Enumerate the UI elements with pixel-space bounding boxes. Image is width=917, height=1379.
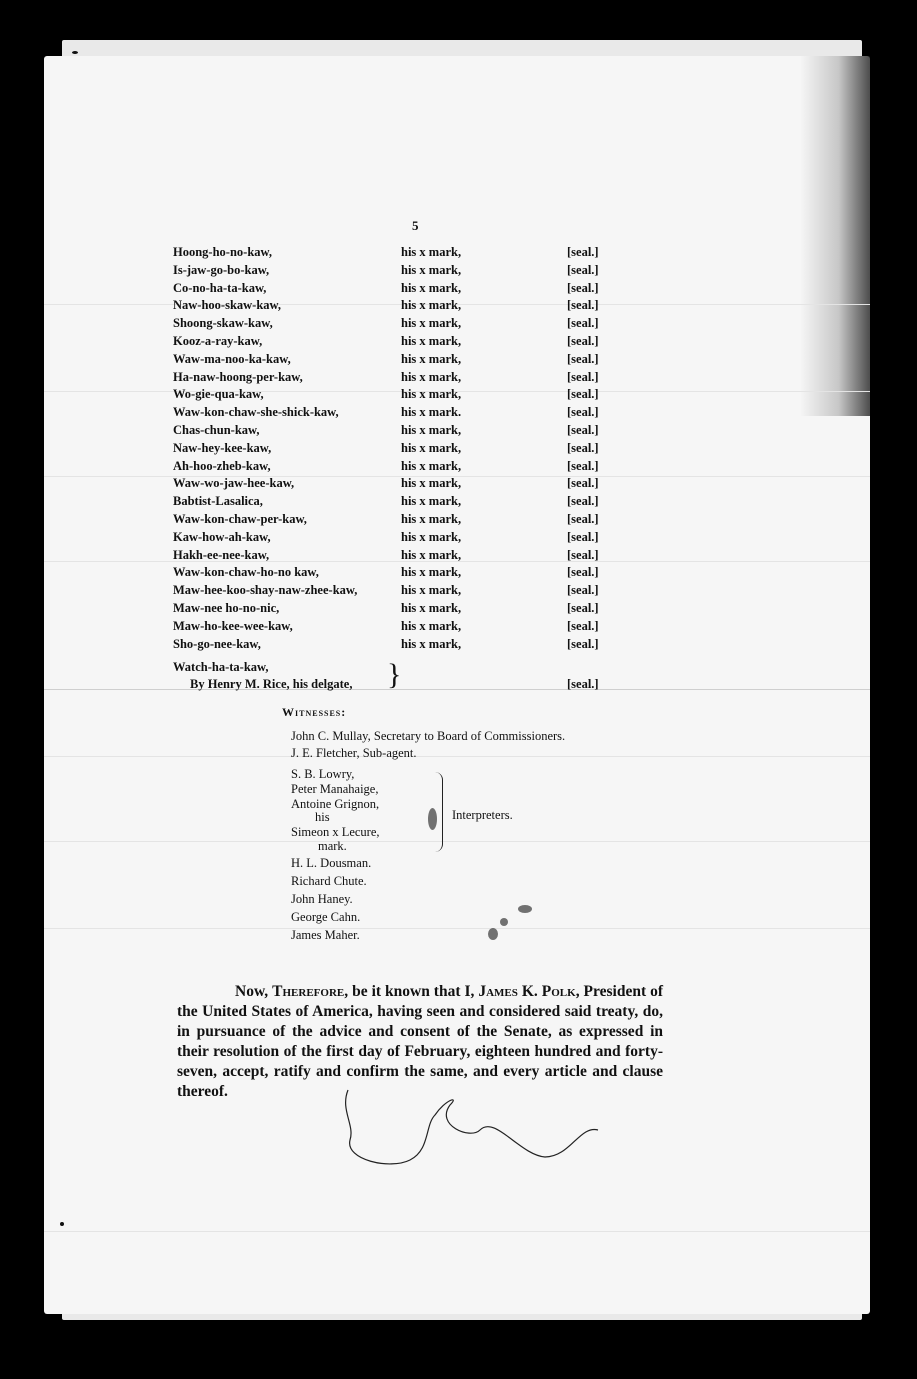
signatory-mark: his x mark, <box>401 636 462 651</box>
signature-row <box>173 459 623 477</box>
signatory-name: Maw-hee-koo-shay-naw-zhee-kaw, <box>173 583 358 598</box>
signature-row <box>173 512 623 530</box>
signatory-mark: his x mark, <box>401 565 462 580</box>
seal-label: [seal.] <box>567 677 599 691</box>
signatory-name: Ha-naw-hoong-per-kaw, <box>173 369 303 384</box>
signature-row <box>173 637 623 655</box>
witness-other: H. L. Dousman. <box>291 856 372 870</box>
witnesses-heading-text: Witnesses: <box>282 705 347 719</box>
signatory-mark: his x mark, <box>401 351 462 366</box>
signatory-mark: his x mark, <box>401 316 462 331</box>
signature-row <box>173 441 623 459</box>
seal-label: [seal.] <box>567 387 599 402</box>
ink-blot <box>428 808 437 830</box>
seal-label: [seal.] <box>567 351 599 366</box>
seal-label: [seal.] <box>567 636 599 651</box>
signatory-mark: his x mark, <box>401 280 462 295</box>
seal-label: [seal.] <box>567 565 599 580</box>
signatory-name: Hakh-ee-nee-kaw, <box>173 547 270 562</box>
seal-label: [seal.] <box>567 512 599 526</box>
witness-mark: mark. <box>318 839 347 853</box>
edge-stain <box>800 56 870 416</box>
signatory-name: Sho-go-nee-kaw, <box>173 636 261 651</box>
signature-row <box>173 405 623 423</box>
signature-row <box>173 334 623 352</box>
witnesses-heading <box>282 705 346 720</box>
seal-label: [seal.] <box>567 440 599 455</box>
speck <box>72 51 78 54</box>
signatory-name: Kaw-how-ah-kaw, <box>173 529 271 544</box>
signature-row <box>173 281 623 299</box>
seal-label: [seal.] <box>567 458 599 473</box>
signatory-name: Maw-ho-kee-wee-kaw, <box>173 618 293 633</box>
interpreters-label: Interpreters. <box>452 808 513 822</box>
seal-label: [seal.] <box>567 280 599 295</box>
brace-mark: } <box>387 658 402 691</box>
signature-row <box>173 601 623 619</box>
signatory-mark: his x mark, <box>401 601 462 615</box>
signature-row <box>173 476 623 494</box>
pen-scribble <box>330 1085 605 1170</box>
seal-label: [seal.] <box>567 583 599 598</box>
signatory-mark: his x mark, <box>401 458 462 473</box>
signatory-name: Is-jaw-go-bo-kaw, <box>173 262 270 277</box>
seal-label: [seal.] <box>567 369 599 384</box>
seal-label: [seal.] <box>567 334 599 348</box>
signatory-name: Hoong-ho-no-kaw, <box>173 245 272 259</box>
delegate-line: By Henry M. Rice, his delgate, <box>190 677 353 691</box>
witness-interpreter: Peter Manahaige, <box>291 782 379 796</box>
signature-row <box>173 298 623 316</box>
seal-label: [seal.] <box>567 423 599 437</box>
page-number: 5 <box>412 218 419 233</box>
proclamation-now: Now, <box>235 983 269 1000</box>
witness-interpreter: S. B. Lowry, <box>291 767 355 781</box>
signature-row <box>173 370 623 388</box>
signatory-name: Naw-hey-kee-kaw, <box>173 440 272 455</box>
witness-interpreter: Antoine Grignon, <box>291 797 380 811</box>
seal-label: [seal.] <box>567 618 599 633</box>
witness-interpreter: Simeon x Lecure, <box>291 825 380 839</box>
signature-row <box>173 263 623 281</box>
signature-row <box>173 387 623 405</box>
proclamation-therefore: Therefore <box>272 983 345 1000</box>
signatory-mark: his x mark, <box>401 618 462 633</box>
president-name: James K. Polk <box>478 983 576 1000</box>
seal-label: [seal.] <box>567 476 599 491</box>
signature-row <box>173 352 623 370</box>
signatory-mark: his x mark, <box>401 334 462 348</box>
speck <box>60 1222 64 1226</box>
signatory-mark: his x mark, <box>401 245 462 259</box>
seal-label: [seal.] <box>567 316 599 331</box>
signatory-name: Wo-gie-qua-kaw, <box>173 387 264 402</box>
witness-other: Richard Chute. <box>291 874 367 888</box>
signatory-mark: his x mark, <box>401 547 462 562</box>
proclamation-paragraph <box>177 982 663 1102</box>
signatory-mark: his x mark, <box>401 476 462 491</box>
signature-row <box>173 583 623 601</box>
signatory-mark: his x mark, <box>401 494 462 509</box>
signatory-name: Co-no-ha-ta-kaw, <box>173 280 267 295</box>
seal-label: [seal.] <box>567 298 599 313</box>
signature-row <box>173 619 623 637</box>
paper-ruling <box>44 841 870 842</box>
signatory-name: Maw-nee ho-no-nic, <box>173 601 280 615</box>
seal-label: [seal.] <box>567 529 599 544</box>
signature-row <box>173 530 623 548</box>
signatory-name: Kooz-a-ray-kaw, <box>173 334 263 348</box>
proclamation-text: , be it known that I, <box>344 983 475 1000</box>
seal-label: [seal.] <box>567 494 599 509</box>
ink-blot <box>500 918 508 926</box>
paper-ruling <box>44 1231 870 1232</box>
signatory-name: Ah-hoo-zheb-kaw, <box>173 458 271 473</box>
signatory-name: Watch-ha-ta-kaw, <box>173 660 269 674</box>
signatory-mark: his x mark, <box>401 262 462 277</box>
signatory-mark: his x mark. <box>401 405 462 420</box>
signatory-mark: his x mark, <box>401 440 462 455</box>
signatory-name: Waw-kon-chaw-per-kaw, <box>173 512 307 526</box>
witness-his: his <box>315 810 330 824</box>
seal-label: [seal.] <box>567 601 599 615</box>
signature-row <box>173 245 623 263</box>
witness-commissioner: John C. Mullay, Secretary to Board of Commissioners. <box>291 729 566 743</box>
signature-row <box>173 565 623 583</box>
signature-row <box>173 494 623 512</box>
signatory-name: Shoong-skaw-kaw, <box>173 316 273 331</box>
witness-subagent: J. E. Fletcher, Sub-agent. <box>291 746 417 760</box>
signatory-mark: his x mark, <box>401 369 462 384</box>
seal-label: [seal.] <box>567 262 599 277</box>
signatory-mark: his x mark, <box>401 423 462 437</box>
signatory-name: Waw-ma-noo-ka-kaw, <box>173 351 291 366</box>
witness-other: George Cahn. <box>291 910 361 924</box>
signatory-name: Waw-kon-chaw-ho-no kaw, <box>173 565 319 580</box>
signatory-name: Waw-wo-jaw-hee-kaw, <box>173 476 295 491</box>
signature-row <box>173 423 623 441</box>
signature-row <box>173 316 623 334</box>
paper-ruling <box>44 928 870 929</box>
signatory-name: Naw-hoo-skaw-kaw, <box>173 298 282 313</box>
signatory-mark: his x mark, <box>401 387 462 402</box>
seal-label: [seal.] <box>567 245 599 259</box>
ink-blot <box>518 905 532 913</box>
signatory-name: Babtist-Lasalica, <box>173 494 263 509</box>
seal-label: [seal.] <box>567 547 599 562</box>
witness-other: John Haney. <box>291 892 353 906</box>
proclamation-text: , President of the United States of America, having seen and considered said treaty, do, in pursuance of the advice and consent of the Senate, as expressed in their resolution of the first day of February, eighteen hundred and forty-seven, accept, ratify and confirm the same, and every article and clause thereof. <box>177 983 664 1100</box>
signatory-mark: his x mark, <box>401 583 462 598</box>
fold-line <box>44 689 870 690</box>
paper-ruling <box>44 756 870 757</box>
signatory-name: Chas-chun-kaw, <box>173 423 260 437</box>
signatory-name: Waw-kon-chaw-she-shick-kaw, <box>173 405 339 420</box>
signature-row <box>173 548 623 566</box>
ink-blot <box>488 928 498 940</box>
signatory-mark: his x mark, <box>401 298 462 313</box>
signatory-mark: his x mark, <box>401 512 462 526</box>
witness-other: James Maher. <box>291 928 360 942</box>
signatory-mark: his x mark, <box>401 529 462 544</box>
seal-label: [seal.] <box>567 405 599 420</box>
